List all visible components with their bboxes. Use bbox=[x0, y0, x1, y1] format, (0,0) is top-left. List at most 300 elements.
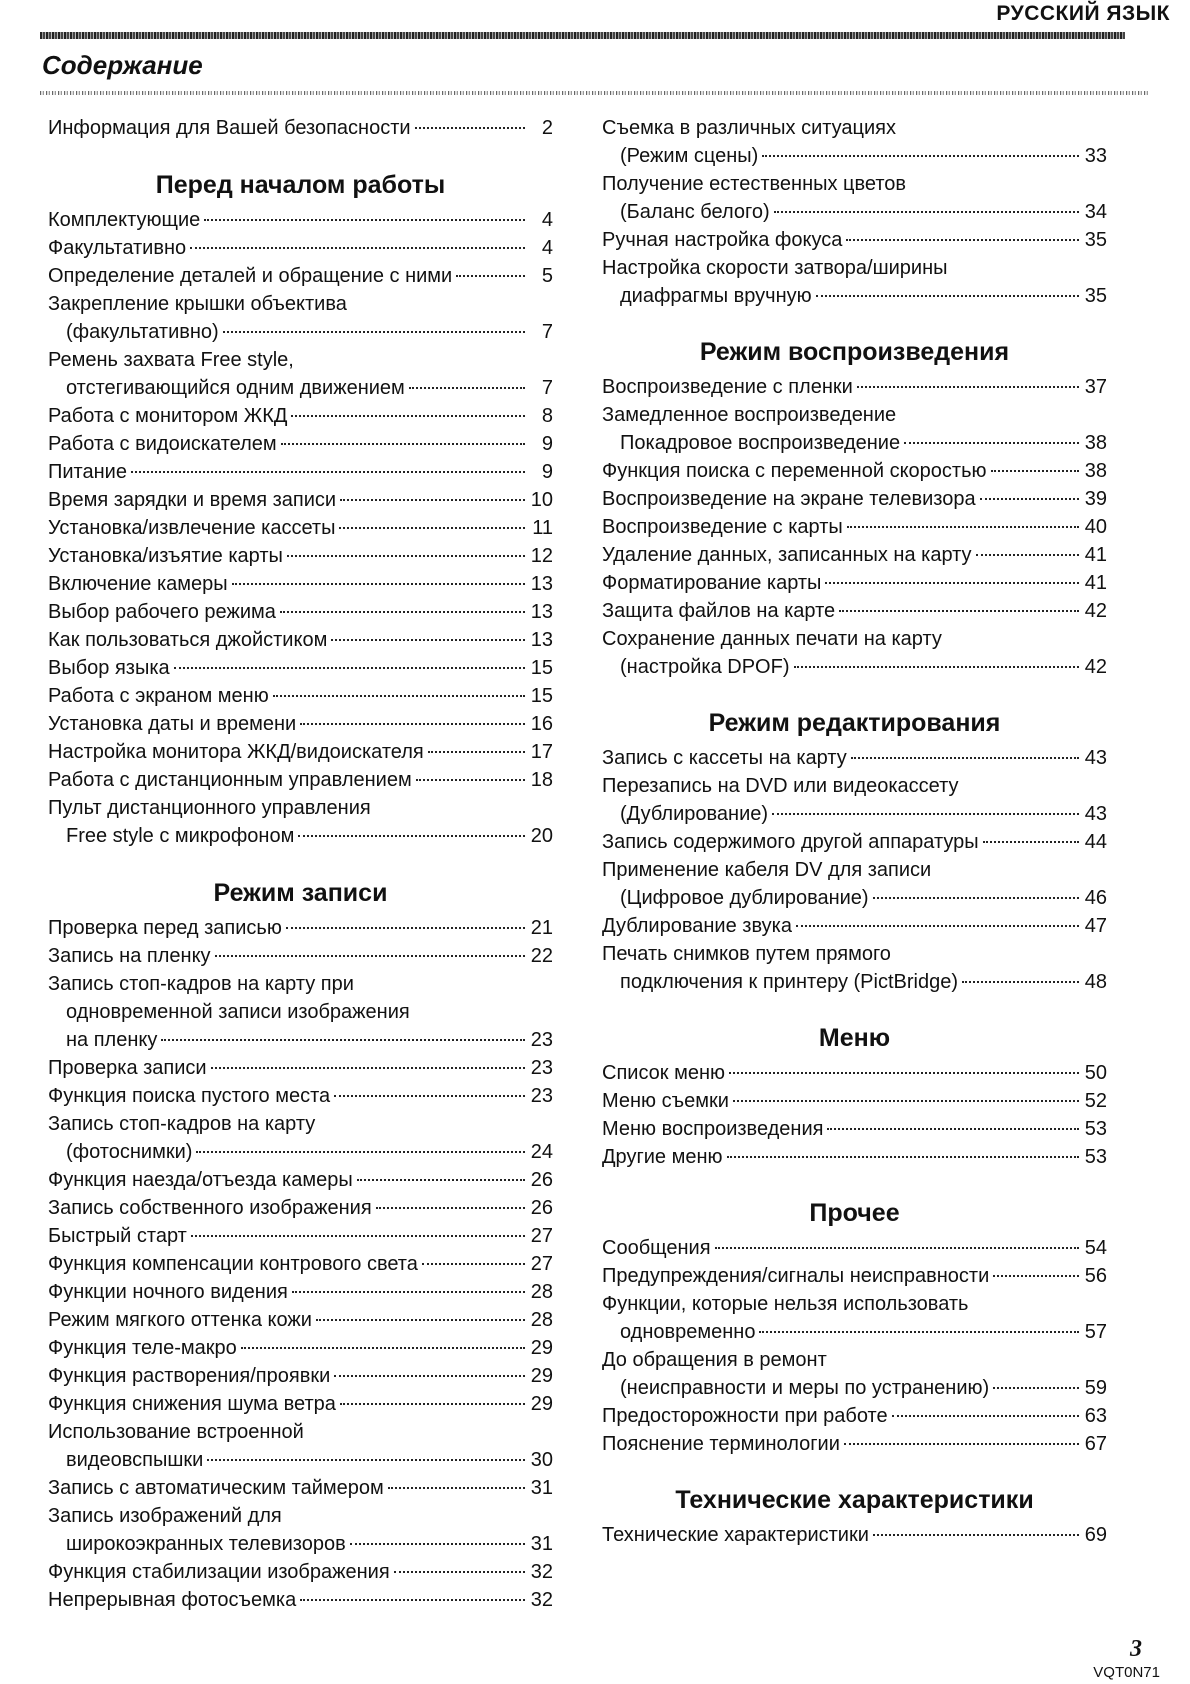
dot-leader bbox=[873, 1534, 1079, 1536]
dot-leader bbox=[394, 1571, 525, 1573]
toc-page-number: 28 bbox=[530, 1309, 553, 1331]
toc-entry-text: Функции ночного видения bbox=[48, 1281, 288, 1303]
dot-leader bbox=[286, 927, 525, 929]
toc-entry[interactable] bbox=[602, 625, 1107, 681]
toc-entry-text: (неисправности и меры по устранению) bbox=[620, 1377, 990, 1399]
dot-leader bbox=[316, 1319, 525, 1321]
toc-entry-text: Настройка монитора ЖКД/видоискателя bbox=[48, 741, 424, 763]
toc-entry[interactable] bbox=[602, 1402, 1107, 1430]
toc-entry-text: Меню съемки bbox=[602, 1090, 729, 1112]
toc-entry-text: Ремень захвата Free style, bbox=[48, 349, 294, 371]
toc-page-number: 13 bbox=[530, 601, 553, 623]
toc-entry[interactable] bbox=[48, 346, 553, 402]
toc-entry-text: Включение камеры bbox=[48, 573, 228, 595]
toc-entry[interactable] bbox=[602, 1143, 1107, 1171]
toc-entry-text: Список меню bbox=[602, 1062, 726, 1084]
dot-leader bbox=[983, 841, 1079, 843]
toc-page-number: 28 bbox=[530, 1281, 553, 1303]
toc-entry-text: Получение естественных цветов bbox=[602, 173, 907, 195]
toc-entry[interactable] bbox=[602, 1115, 1107, 1143]
toc-entry[interactable] bbox=[48, 430, 553, 458]
top-divider bbox=[40, 32, 1125, 39]
toc-page-number: 13 bbox=[530, 573, 553, 595]
toc-entry[interactable] bbox=[602, 1430, 1107, 1458]
toc-page-number: 56 bbox=[1084, 1265, 1107, 1287]
toc-entry-text: диафрагмы вручную bbox=[620, 285, 812, 307]
toc-entry-text: (настройка DPOF) bbox=[620, 656, 790, 678]
toc-page-number: 40 bbox=[1084, 516, 1107, 538]
toc-entry[interactable] bbox=[48, 654, 553, 682]
dot-leader bbox=[825, 582, 1079, 584]
toc-entry-text: Проверка записи bbox=[48, 1057, 207, 1079]
toc-entry-text: Функция компенсации контрового света bbox=[48, 1253, 418, 1275]
toc-page-number: 32 bbox=[530, 1589, 553, 1611]
dot-leader bbox=[962, 981, 1079, 983]
toc-entry-text: Установка даты и времени bbox=[48, 713, 297, 735]
toc-page-number: 9 bbox=[541, 461, 553, 483]
toc-page-number: 23 bbox=[530, 1085, 553, 1107]
toc-page-number: 27 bbox=[530, 1253, 553, 1275]
toc-entry[interactable] bbox=[48, 1306, 553, 1334]
dot-leader bbox=[215, 955, 525, 957]
toc-entry[interactable] bbox=[48, 682, 553, 710]
toc-section bbox=[602, 708, 1107, 996]
toc-entry-text: Удаление данных, записанных на карту bbox=[602, 544, 972, 566]
toc-entry-text: Запись стоп-кадров на карту при bbox=[48, 973, 354, 995]
document-code: VQT0N71 bbox=[1093, 1664, 1160, 1681]
dot-leader bbox=[904, 442, 1079, 444]
toc-entry[interactable] bbox=[602, 373, 1107, 401]
toc-entry-text: Другие меню bbox=[602, 1146, 723, 1168]
toc-entry[interactable] bbox=[602, 513, 1107, 541]
toc-entry-text: Выбор рабочего режима bbox=[48, 601, 276, 623]
toc-page-number: 10 bbox=[530, 489, 553, 511]
dot-leader bbox=[376, 1207, 525, 1209]
section-heading: Прочее bbox=[809, 1199, 900, 1227]
toc-entry[interactable] bbox=[602, 1262, 1107, 1290]
dot-leader bbox=[857, 386, 1079, 388]
toc-page-number: 29 bbox=[530, 1393, 553, 1415]
dot-leader bbox=[772, 813, 1079, 815]
toc-entry[interactable] bbox=[48, 1362, 553, 1390]
dot-leader bbox=[161, 1039, 525, 1041]
toc-page-number: 57 bbox=[1084, 1321, 1107, 1343]
dot-leader bbox=[729, 1072, 1079, 1074]
toc-entry[interactable] bbox=[602, 1234, 1107, 1262]
toc-entry[interactable] bbox=[48, 1082, 553, 1110]
dot-leader bbox=[131, 471, 525, 473]
toc-entry[interactable] bbox=[48, 598, 553, 626]
toc-entry[interactable] bbox=[48, 710, 553, 738]
toc-entry[interactable] bbox=[48, 402, 553, 430]
page-number: 3 bbox=[1130, 1636, 1142, 1662]
toc-page-number: 8 bbox=[541, 405, 553, 427]
dot-leader bbox=[388, 1487, 525, 1489]
dot-leader bbox=[273, 695, 525, 697]
language-label: РУССКИЙ ЯЗЫК bbox=[996, 2, 1170, 25]
toc-entry-text: Быстрый старт bbox=[48, 1225, 187, 1247]
toc-entry[interactable] bbox=[602, 828, 1107, 856]
section-heading: Режим редактирования bbox=[708, 709, 1001, 737]
dot-leader bbox=[232, 583, 525, 585]
toc-entry-text: (Дублирование) bbox=[620, 803, 769, 825]
dot-leader bbox=[759, 1331, 1079, 1333]
toc-page-number: 35 bbox=[1084, 285, 1107, 307]
dot-leader bbox=[340, 499, 525, 501]
toc-entry[interactable] bbox=[48, 1222, 553, 1250]
toc-entry-text: Съемка в различных ситуациях bbox=[602, 117, 896, 139]
toc-entry-text: (фотоснимки) bbox=[66, 1141, 193, 1163]
toc-entry-text: (факультативно) bbox=[66, 321, 219, 343]
section-heading: Перед началом работы bbox=[155, 171, 446, 199]
dot-leader bbox=[280, 611, 525, 613]
toc-entry[interactable] bbox=[602, 254, 1107, 310]
toc-page-number: 38 bbox=[1084, 460, 1107, 482]
toc-entry[interactable] bbox=[602, 1059, 1107, 1087]
toc-entry[interactable] bbox=[48, 1250, 553, 1278]
toc-entry[interactable] bbox=[48, 914, 553, 942]
dot-leader bbox=[873, 897, 1079, 899]
dot-leader bbox=[300, 1599, 525, 1601]
dot-leader bbox=[892, 1415, 1079, 1417]
toc-entry-text: Запись изображений для bbox=[48, 1505, 282, 1527]
toc-page-number: 50 bbox=[1084, 1062, 1107, 1084]
dot-leader bbox=[415, 127, 525, 129]
toc-page-number: 42 bbox=[1084, 600, 1107, 622]
toc-entry[interactable] bbox=[602, 856, 1107, 912]
toc-entry[interactable] bbox=[602, 744, 1107, 772]
toc-entry[interactable] bbox=[602, 1346, 1107, 1402]
dot-leader bbox=[207, 1459, 525, 1461]
toc-entry-text: Запись с кассеты на карту bbox=[602, 747, 847, 769]
toc-entry[interactable] bbox=[48, 542, 553, 570]
section-heading: Режим записи bbox=[213, 879, 388, 907]
toc-entry-text: Функция поиска с переменной скоростью bbox=[602, 460, 987, 482]
toc-page-number: 4 bbox=[541, 237, 553, 259]
toc-entry[interactable] bbox=[48, 794, 553, 850]
toc-entry-text: (Цифровое дублирование) bbox=[620, 887, 869, 909]
page-title: Содержание bbox=[42, 50, 203, 80]
toc-page-number: 41 bbox=[1084, 544, 1107, 566]
toc-page-number: 48 bbox=[1084, 971, 1107, 993]
toc-page-number: 26 bbox=[530, 1169, 553, 1191]
dot-leader bbox=[727, 1156, 1079, 1158]
toc-page-number: 31 bbox=[530, 1477, 553, 1499]
toc-entry[interactable] bbox=[48, 1110, 553, 1166]
toc-entry-text: Ручная настройка фокуса bbox=[602, 229, 843, 251]
toc-entry-text: Выбор языка bbox=[48, 657, 170, 679]
toc-entry-text: Пульт дистанционного управления bbox=[48, 797, 371, 819]
toc-page-number: 53 bbox=[1084, 1146, 1107, 1168]
dot-leader bbox=[851, 757, 1079, 759]
toc-entry-text: Проверка перед записью bbox=[48, 917, 282, 939]
toc-page-number: 17 bbox=[530, 741, 553, 763]
toc-page-number: 53 bbox=[1084, 1118, 1107, 1140]
dot-leader bbox=[416, 779, 525, 781]
toc-entry-text: (Режим сцены) bbox=[620, 145, 759, 167]
toc-page-number: 67 bbox=[1084, 1433, 1107, 1455]
section-heading: Режим воспроизведения bbox=[699, 338, 1010, 366]
dot-leader bbox=[291, 415, 525, 417]
toc-entry-text: Пояснение терминологии bbox=[602, 1433, 840, 1455]
toc-page-number: 39 bbox=[1084, 488, 1107, 510]
toc-entry-text: Замедленное воспроизведение bbox=[602, 404, 897, 426]
toc-entry-text: Запись стоп-кадров на карту bbox=[48, 1113, 316, 1135]
toc-page-number: 43 bbox=[1084, 747, 1107, 769]
dot-leader bbox=[428, 751, 525, 753]
toc-section bbox=[602, 1023, 1107, 1171]
toc-page-number: 63 bbox=[1084, 1405, 1107, 1427]
toc-entry[interactable] bbox=[48, 1474, 553, 1502]
toc-entry-text: на пленку bbox=[66, 1029, 158, 1051]
toc-entry-text: Меню воспроизведения bbox=[602, 1118, 824, 1140]
dot-leader bbox=[733, 1100, 1079, 1102]
toc-entry[interactable] bbox=[48, 486, 553, 514]
toc-page-number: 11 bbox=[532, 517, 553, 539]
toc-entry[interactable] bbox=[602, 597, 1107, 625]
toc-entry-text: Печать снимков путем прямого bbox=[602, 943, 891, 965]
toc-section bbox=[602, 1485, 1107, 1549]
dot-leader bbox=[190, 247, 525, 249]
toc-page-number: 54 bbox=[1084, 1237, 1107, 1259]
toc-entry-text: Функция поиска пустого места bbox=[48, 1085, 331, 1107]
toc-entry[interactable] bbox=[602, 772, 1107, 828]
toc-entry[interactable] bbox=[602, 1290, 1107, 1346]
toc-section bbox=[48, 114, 553, 142]
section-heading: Меню bbox=[818, 1024, 891, 1052]
toc-entry-text: Непрерывная фотосъемка bbox=[48, 1589, 297, 1611]
toc-entry[interactable] bbox=[602, 170, 1107, 226]
toc-entry[interactable] bbox=[602, 114, 1107, 170]
toc-entry[interactable] bbox=[48, 626, 553, 654]
toc-entry[interactable] bbox=[48, 1586, 553, 1614]
toc-entry-text: одновременной записи изображения bbox=[66, 1001, 410, 1023]
dot-leader bbox=[174, 667, 525, 669]
toc-left-column bbox=[48, 114, 553, 1642]
toc-entry-text: одновременно bbox=[620, 1321, 756, 1343]
toc-page-number: 37 bbox=[1084, 376, 1107, 398]
toc-entry[interactable] bbox=[48, 1194, 553, 1222]
toc-entry-text: Воспроизведение с карты bbox=[602, 516, 843, 538]
toc-page-number: 4 bbox=[541, 209, 553, 231]
toc-entry-text: Установка/изъятие карты bbox=[48, 545, 283, 567]
dot-leader bbox=[350, 1543, 525, 1545]
toc-entry-text: Защита файлов на карте bbox=[602, 600, 836, 622]
dot-leader bbox=[241, 1347, 525, 1349]
toc-page-number: 7 bbox=[541, 321, 553, 343]
toc-entry[interactable] bbox=[48, 942, 553, 970]
toc-entry[interactable] bbox=[48, 114, 553, 142]
toc-entry[interactable] bbox=[48, 234, 553, 262]
dot-leader bbox=[991, 470, 1079, 472]
toc-entry-text: Комплектующие bbox=[48, 209, 201, 231]
toc-entry[interactable] bbox=[602, 226, 1107, 254]
toc-page-number: 23 bbox=[530, 1029, 553, 1051]
toc-entry-text: Воспроизведение с пленки bbox=[602, 376, 853, 398]
toc-section bbox=[48, 170, 553, 850]
toc-entry[interactable] bbox=[602, 569, 1107, 597]
dot-leader bbox=[357, 1179, 525, 1181]
toc-page-number: 69 bbox=[1084, 1524, 1107, 1546]
toc-entry[interactable] bbox=[48, 738, 553, 766]
dot-leader bbox=[334, 1375, 525, 1377]
toc-section bbox=[48, 878, 553, 1614]
toc-page-number: 30 bbox=[530, 1449, 553, 1471]
dot-leader bbox=[281, 443, 525, 445]
toc-entry-text: Free style с микрофоном bbox=[66, 825, 295, 847]
toc-entry[interactable] bbox=[48, 970, 553, 1054]
toc-page-number: 20 bbox=[530, 825, 553, 847]
toc-page-number: 5 bbox=[541, 265, 553, 287]
dot-leader bbox=[300, 723, 525, 725]
toc-entry-text: Дублирование звука bbox=[602, 915, 792, 937]
toc-entry-text: Запись с автоматическим таймером bbox=[48, 1477, 384, 1499]
dot-leader bbox=[762, 155, 1079, 157]
dot-leader bbox=[846, 239, 1079, 241]
toc-page-number: 7 bbox=[541, 377, 553, 399]
toc-entry-text: Работа с экраном меню bbox=[48, 685, 269, 707]
toc-page-number: 24 bbox=[530, 1141, 553, 1163]
toc-page-number: 15 bbox=[530, 685, 553, 707]
toc-section bbox=[602, 337, 1107, 681]
dot-leader bbox=[334, 1095, 525, 1097]
toc-page-number: 15 bbox=[530, 657, 553, 679]
toc-entry-text: Работа с дистанционным управлением bbox=[48, 769, 412, 791]
toc-entry-text: подключения к принтеру (PictBridge) bbox=[620, 971, 958, 993]
toc-entry-text: Функции, которые нельзя использовать bbox=[602, 1293, 969, 1315]
dot-leader bbox=[980, 498, 1079, 500]
toc-entry-text: видеовспышки bbox=[66, 1449, 204, 1471]
toc-entry-text: Настройка скорости затвора/ширины bbox=[602, 257, 948, 279]
dot-leader bbox=[844, 1443, 1079, 1445]
toc-entry[interactable] bbox=[602, 912, 1107, 940]
toc-entry[interactable] bbox=[48, 1390, 553, 1418]
toc-entry[interactable] bbox=[48, 458, 553, 486]
toc-entry[interactable] bbox=[602, 457, 1107, 485]
toc-entry[interactable] bbox=[48, 514, 553, 542]
toc-entry-text: широкоэкранных телевизоров bbox=[66, 1533, 346, 1555]
toc-entry[interactable] bbox=[48, 262, 553, 290]
toc-section bbox=[602, 114, 1107, 310]
toc-entry-text: Как пользоваться джойстиком bbox=[48, 629, 328, 651]
dot-leader bbox=[340, 1403, 525, 1405]
toc-entry[interactable] bbox=[48, 1558, 553, 1586]
dot-leader bbox=[839, 610, 1079, 612]
toc-entry[interactable] bbox=[602, 940, 1107, 996]
toc-page-number: 31 bbox=[530, 1533, 553, 1555]
toc-page-number: 13 bbox=[530, 629, 553, 651]
toc-entry[interactable] bbox=[48, 290, 553, 346]
toc-entry[interactable] bbox=[48, 570, 553, 598]
toc-page-number: 32 bbox=[530, 1561, 553, 1583]
toc-entry-text: Информация для Вашей безопасности bbox=[48, 117, 411, 139]
dot-leader bbox=[456, 275, 525, 277]
toc-page-number: 16 bbox=[530, 713, 553, 735]
toc-entry[interactable] bbox=[602, 1087, 1107, 1115]
dot-leader bbox=[223, 331, 525, 333]
dot-leader bbox=[422, 1263, 525, 1265]
toc-page-number: 34 bbox=[1084, 201, 1107, 223]
toc-page-number: 29 bbox=[530, 1337, 553, 1359]
toc-page-number: 27 bbox=[530, 1225, 553, 1247]
toc-entry-text: Режим мягкого оттенка кожи bbox=[48, 1309, 312, 1331]
toc-entry-text: Функция наезда/отъезда камеры bbox=[48, 1169, 353, 1191]
toc-entry-text: До обращения в ремонт bbox=[602, 1349, 827, 1371]
dot-leader bbox=[796, 925, 1079, 927]
toc-entry-text: Время зарядки и время записи bbox=[48, 489, 337, 511]
dot-leader bbox=[774, 211, 1079, 213]
toc-page-number: 47 bbox=[1084, 915, 1107, 937]
dot-leader bbox=[409, 387, 525, 389]
toc-entry-text: Функция растворения/проявки bbox=[48, 1365, 331, 1387]
dot-leader bbox=[287, 555, 525, 557]
toc-entry[interactable] bbox=[602, 485, 1107, 513]
dot-leader bbox=[827, 1128, 1079, 1130]
toc-entry[interactable] bbox=[602, 401, 1107, 457]
toc-page-number: 43 bbox=[1084, 803, 1107, 825]
toc-entry-text: Сохранение данных печати на карту bbox=[602, 628, 942, 650]
toc-page-number: 2 bbox=[541, 117, 553, 139]
dot-leader bbox=[993, 1275, 1079, 1277]
toc-entry[interactable] bbox=[602, 541, 1107, 569]
dot-leader bbox=[847, 526, 1079, 528]
toc-entry[interactable] bbox=[48, 1418, 553, 1474]
dot-leader bbox=[794, 666, 1080, 668]
toc-entry-text: Использование встроенной bbox=[48, 1421, 304, 1443]
toc-entry-text: Предосторожности при работе bbox=[602, 1405, 888, 1427]
toc-entry[interactable] bbox=[48, 766, 553, 794]
section-heading: Технические характеристики bbox=[675, 1486, 1034, 1514]
dot-leader bbox=[993, 1387, 1079, 1389]
toc-page-number: 23 bbox=[530, 1057, 553, 1079]
toc-page-number: 44 bbox=[1084, 831, 1107, 853]
toc-right-column bbox=[602, 114, 1107, 1576]
toc-entry-text: (Баланс белого) bbox=[620, 201, 770, 223]
toc-page-number: 33 bbox=[1084, 145, 1107, 167]
toc-entry-text: Покадровое воспроизведение bbox=[620, 432, 901, 454]
toc-entry-text: Функция стабилизации изображения bbox=[48, 1561, 390, 1583]
toc-page-number: 59 bbox=[1084, 1377, 1107, 1399]
toc-entry[interactable] bbox=[48, 1334, 553, 1362]
toc-page-number: 12 bbox=[530, 545, 553, 567]
dot-leader bbox=[339, 527, 525, 529]
toc-page-number: 9 bbox=[541, 433, 553, 455]
toc-section bbox=[602, 1198, 1107, 1458]
toc-entry[interactable] bbox=[48, 1166, 553, 1194]
toc-entry-text: Закрепление крышки объектива bbox=[48, 293, 347, 315]
dot-leader bbox=[331, 639, 525, 641]
toc-page-number: 52 bbox=[1084, 1090, 1107, 1112]
toc-entry-text: Применение кабеля DV для записи bbox=[602, 859, 932, 881]
toc-page-number: 42 bbox=[1084, 656, 1107, 678]
title-divider bbox=[40, 91, 1150, 95]
toc-page-number: 41 bbox=[1084, 572, 1107, 594]
toc-entry[interactable] bbox=[602, 1521, 1107, 1549]
toc-entry[interactable] bbox=[48, 1502, 553, 1558]
toc-page-number: 18 bbox=[530, 769, 553, 791]
toc-entry[interactable] bbox=[48, 206, 553, 234]
toc-entry-text: Запись содержимого другой аппаратуры bbox=[602, 831, 979, 853]
toc-entry[interactable] bbox=[48, 1054, 553, 1082]
dot-leader bbox=[816, 295, 1079, 297]
toc-entry[interactable] bbox=[48, 1278, 553, 1306]
toc-entry-text: Перезапись на DVD или видеокассету bbox=[602, 775, 959, 797]
dot-leader bbox=[211, 1067, 525, 1069]
toc-entry-text: Функция теле-макро bbox=[48, 1337, 237, 1359]
toc-entry-text: Питание bbox=[48, 461, 127, 483]
toc-entry-text: Работа с монитором ЖКД bbox=[48, 405, 288, 427]
dot-leader bbox=[976, 554, 1079, 556]
